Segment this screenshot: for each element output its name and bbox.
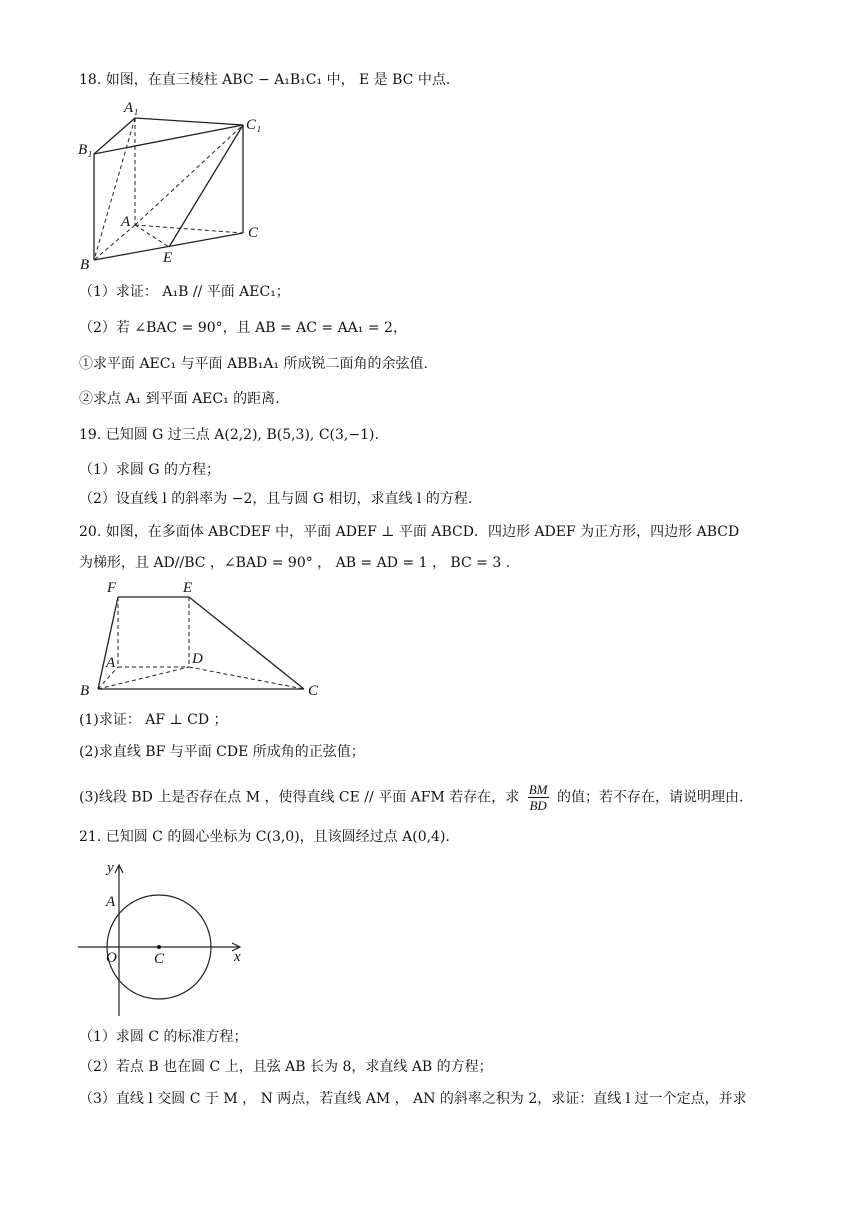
label-B1: B₁: [78, 142, 93, 158]
label-C: C: [308, 683, 319, 699]
q18-stem: 18. 如图，在直三棱柱 ABC − A₁B₁C₁ 中， E 是 BC 中点.: [79, 72, 451, 88]
label-F: F: [107, 580, 117, 596]
label-C: C: [248, 225, 259, 241]
label-B: B: [80, 683, 90, 699]
q20-stem-line1: 20. 如图，在多面体 ABCDEF 中，平面 ADEF ⊥ 平面 ABCD．四边形 ADEF 为正方形，四边形 ABCD: [79, 524, 740, 540]
q19-part1: （1）求圆 G 的方程；: [79, 462, 220, 478]
q18-part2a: ①求平面 AEC₁ 与平面 ABB₁A₁ 所成锐二面角的余弦值.: [79, 356, 428, 372]
fraction-numerator: BM: [528, 782, 548, 797]
q21-part2: （2）若点 B 也在圆 C 上，且弦 AB 长为 8，求直线 AB 的方程；: [79, 1059, 493, 1075]
label-y: y: [107, 860, 114, 876]
q18-part2b: ②求点 A₁ 到平面 AEC₁ 的距离.: [79, 391, 280, 407]
label-A: A: [106, 894, 116, 910]
q18-figure-prism: [74, 96, 274, 272]
q20-part3-tail: 的值；若不存在，请说明理由.: [556, 789, 744, 806]
q18-part2: （2）若 ∠BAC = 90°，且 AB = AC = AA₁ = 2，: [79, 320, 407, 336]
q20-stem-line2: 为梯形，且 AD//BC ，∠BAD = 90° ， AB = AD = 1 ， BC = 3 .: [79, 555, 511, 571]
q20-part1: (1)求证： AF ⊥ CD ；: [79, 712, 228, 728]
label-A1: A₁: [124, 100, 139, 116]
label-A: A: [106, 655, 116, 671]
q18-part1: （1）求证： A₁B // 平面 AEC₁；: [79, 284, 290, 300]
q20-figure-polyhedron: [74, 577, 334, 701]
label-D: D: [192, 651, 203, 667]
q19-part2: （2）设直线 l 的斜率为 −2，且与圆 G 相切，求直线 l 的方程.: [79, 491, 473, 507]
q21-part3: （3）直线 l 交圆 C 于 M ， N 两点，若直线 AM ， AN 的斜率之积为 2，求证：直线 l 过一个定点，并求: [79, 1091, 747, 1107]
q21-figure-circle: [74, 856, 254, 1022]
label-O: O: [106, 950, 117, 966]
q19-stem: 19. 已知圆 G 过三点 A(2,2), B(5,3), C(3,−1).: [79, 427, 379, 443]
q21-stem: 21. 已知圆 C 的圆心坐标为 C(3,0)，且该圆经过点 A(0,4).: [79, 829, 450, 845]
label-E: E: [163, 250, 173, 266]
q21-part1: （1）求圆 C 的标准方程；: [79, 1029, 248, 1045]
q20-part3: [79, 782, 743, 813]
fraction-bm-bd: [528, 782, 549, 813]
label-C1: C₁: [246, 117, 262, 133]
label-C: C: [154, 951, 165, 967]
fraction-denominator: BD: [529, 798, 547, 813]
label-B: B: [80, 257, 90, 272]
label-E: E: [183, 580, 193, 596]
label-A: A: [121, 214, 131, 230]
q20-part3-lead: (3)线段 BD 上是否存在点 M ，使得直线 CE // 平面 AFM 若存在，求: [79, 789, 520, 806]
label-x: x: [234, 949, 241, 965]
q20-part2: (2)求直线 BF 与平面 CDE 所成角的正弦值；: [79, 744, 365, 760]
